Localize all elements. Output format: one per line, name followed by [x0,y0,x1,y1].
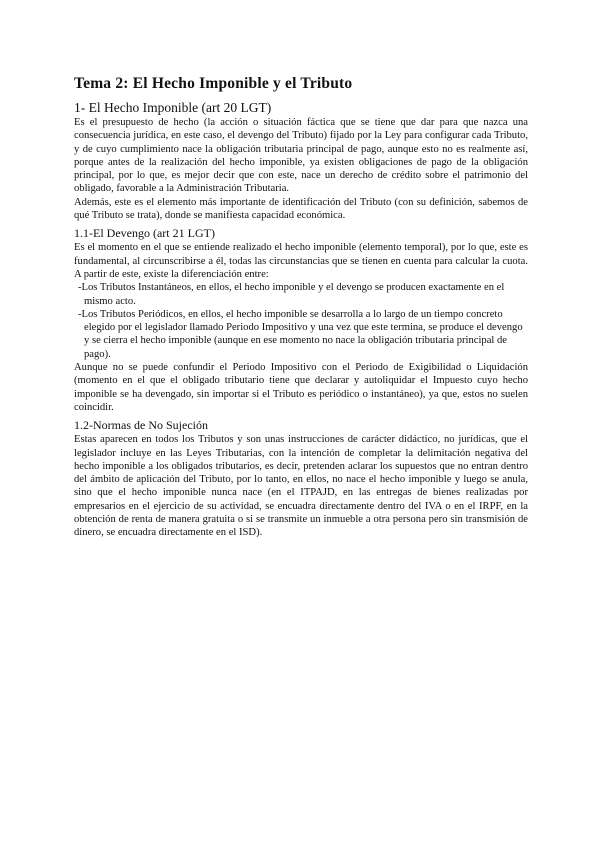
paragraph-devengo: Es el momento en el que se entiende realizado el hecho imponible (elemento temporal), por lo que, este es fundamental, al circunscribirse a él, todas las circunstancias que se tienen en cuenta para calcular la cuota. A partir de este, existe la diferenciación entre: [74,242,528,280]
document-title: Tema 2: El Hecho Imponible y el Tributo [74,75,353,92]
document-body [74,74,528,540]
section-heading-devengo: 1.1-El Devengo (art 21 LGT) [74,226,215,241]
list-item: -Los Tributos Instantáneos, en ellos, el hecho imponible y el devengo se producen exactamente en el mismo acto. [78,282,505,307]
paragraph-no-sujecion: Estas aparecen en todos los Tributos y son unas instrucciones de carácter didáctico, no jurídicas, que el legislador incluye en las Leyes Tributarias, con la intención de completar la delimitación negativa del hecho imponible a los obligados tributarios, es decir, pretenden aclarar los supuestos que no entran dentro del ámbito de aplicación del Tributo, por lo tanto, en ellos, no nace el hecho imponible y luego se anula, sino que el hecho imponible nunca nace (en el ITPAJD, en las entregas de bienes realizadas por empresarios en el ejercicio de su actividad, se encuadra directamente dentro del IVA o en el IRPF, en la obtención de renta de manera gratuita o si se transmite un inmueble a otra persona pero sin transmisión de dinero, se encuadra directamente en el ISD). [74,434,528,539]
paragraph-definicion: Es el presupuesto de hecho (la acción o situación fáctica que se tiene que dar para que nazca una consecuencia jurídica, en este caso, el devengo del Tributo) fijado por la Ley para configurar cada Tributo, y de cuyo cumplimiento nace la obligación tributaria principal de pago, aunque esto no es realmente así, porque antes de la realización del hecho imponible, ya existen obligaciones de pago de la obligación principal, por lo que, es mejor decir que con este, nace un derecho de crédito sobre el patrimonio del obligado, favorable a la Administración Tributaria. [74,117,528,195]
tributos-list [74,281,528,361]
section-heading-hecho-imponible: 1- El Hecho Imponible (art 20 LGT) [74,100,272,115]
section-heading-no-sujecion: 1.2-Normas de No Sujeción [74,418,208,433]
list-item: -Los Tributos Periódicos, en ellos, el hecho imponible se desarrolla a lo largo de un tiempo concreto elegido por el legislador llamado Periodo Impositivo y una vez que este termina, se produce el devengo y se cierra el hecho imponible (aunque en ese momento no nace la obligación tributaria principal de pago). [78,308,523,360]
paragraph-identificacion: Además, este es el elemento más importante de identificación del Tributo (con su definición, sabemos de qué Tributo se trata), donde se manifiesta capacidad económica. [74,196,528,222]
paragraph-periodo: Aunque no se puede confundir el Periodo Impositivo con el Periodo de Exigibilidad o Liquidación (momento en el que el obligado tributario tiene que declarar y autoliquidar el Impuesto cuyo hecho imponible se ha devengado, sin importar si el Tributo es periódico o instantáneo), ya que, estos no suelen coincidir. [74,362,528,413]
